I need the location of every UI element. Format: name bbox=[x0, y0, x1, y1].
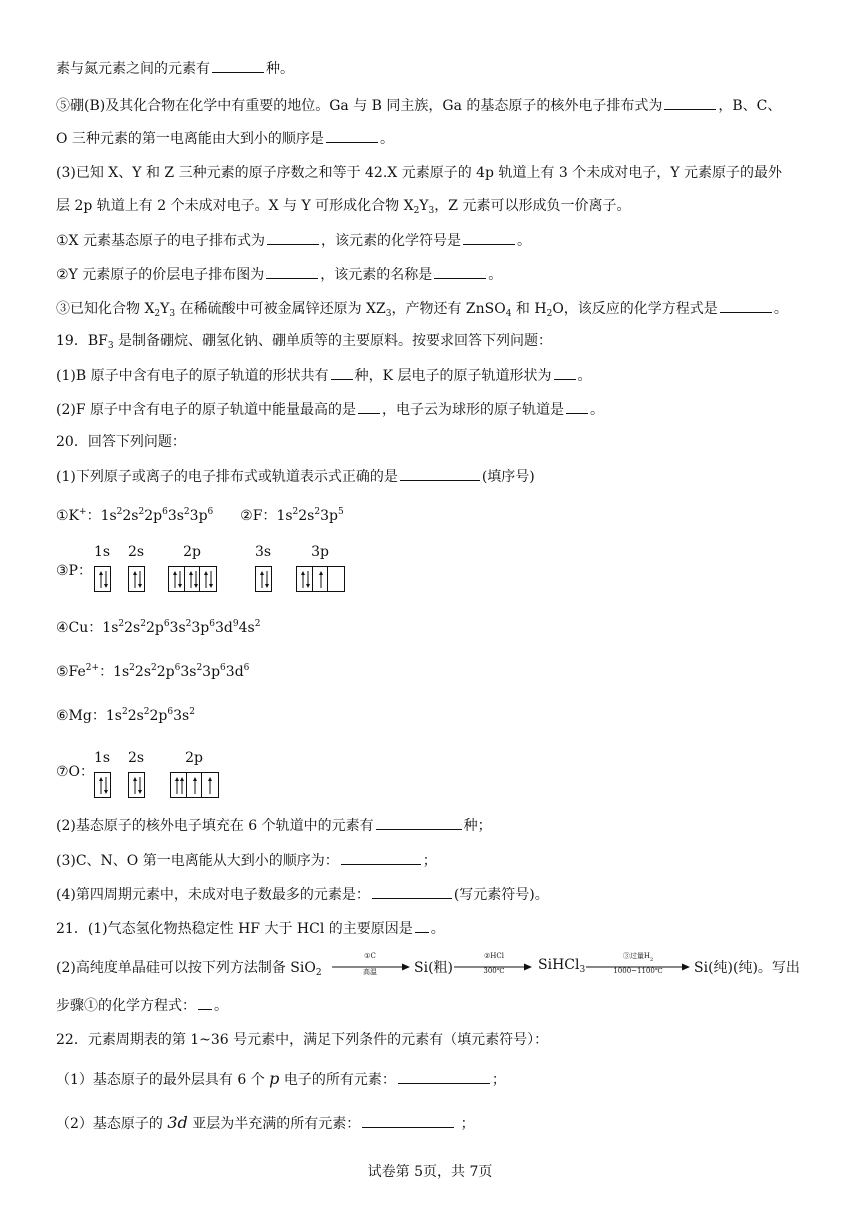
line-27-end: ； bbox=[491, 1072, 506, 1088]
answer-blank[interactable] bbox=[266, 264, 318, 279]
config-k-f bbox=[56, 506, 344, 526]
answer-blank[interactable] bbox=[400, 466, 480, 481]
line-8-mid: 在稀硫酸中可被金属锌还原为 XZ bbox=[175, 301, 386, 317]
answer-blank[interactable] bbox=[376, 815, 462, 830]
line-10-mid: 种，K 层电子的原子轨道形状为 bbox=[354, 368, 552, 384]
3d-italic: 3d bbox=[167, 1113, 188, 1132]
orbital-box bbox=[128, 772, 145, 798]
p-orbital-diagram bbox=[94, 544, 384, 596]
question-20 bbox=[56, 432, 186, 452]
orbital-box bbox=[94, 772, 111, 798]
orbital-cell bbox=[129, 773, 144, 797]
question-19 bbox=[56, 331, 552, 351]
orbital-cell bbox=[171, 773, 187, 797]
line-11-end: 。 bbox=[590, 402, 604, 418]
text-line-13 bbox=[56, 466, 535, 487]
step3-condition-top: ③过量$H_2$ bbox=[622, 952, 654, 963]
subscript: 3 bbox=[169, 309, 176, 319]
orbital-label: 3p bbox=[311, 544, 329, 560]
text-line-20 bbox=[56, 815, 492, 836]
page-footer: 试卷第 5页，共 7页 bbox=[367, 1164, 493, 1180]
q19-rest: 是制备硼烷、硼氢化钠、硼单质等的主要原料。按要求回答下列问题： bbox=[113, 333, 553, 349]
config-cu bbox=[56, 618, 260, 638]
text-line-2 bbox=[56, 95, 781, 116]
orbital-cell bbox=[313, 567, 329, 591]
line-2-end: ，B、C、 bbox=[718, 98, 782, 114]
step1-condition-bottom: 高温 bbox=[363, 968, 377, 976]
line-2-text: ⑤硼(B)及其化合物在化学中有重要的地位。Ga 与 B 同主族，Ga 的基态原子的核外电子排布式为 bbox=[56, 98, 663, 114]
question-22 bbox=[56, 1030, 548, 1050]
k-colon: ： bbox=[86, 508, 101, 524]
orbital-cell bbox=[202, 773, 218, 797]
q19-text: 19．BF bbox=[56, 333, 108, 349]
q22-text: 22．元素周期表的第 1~36 号元素中，满足下列条件的元素有（填元素符号）： bbox=[56, 1032, 549, 1048]
orbital-box bbox=[128, 566, 145, 592]
text-line-3 bbox=[56, 128, 394, 149]
subscript: 2 bbox=[154, 309, 161, 319]
answer-blank[interactable] bbox=[198, 995, 212, 1010]
orbital-label: 3s bbox=[255, 544, 272, 560]
step2-condition-bottom: 300℃ bbox=[483, 967, 505, 975]
line-1-end: 种。 bbox=[266, 61, 294, 77]
o-orbital-diagram bbox=[94, 750, 264, 802]
orbital-box bbox=[94, 566, 111, 592]
line-22-text: (4)第四周期元素中，未成对电子数最多的元素是： bbox=[56, 887, 370, 903]
line-8-text: ③已知化合物 X bbox=[56, 301, 155, 317]
answer-blank[interactable] bbox=[664, 95, 716, 110]
p-label-line bbox=[56, 561, 92, 581]
answer-blank[interactable] bbox=[720, 298, 772, 313]
line-8-y: Y bbox=[160, 301, 170, 317]
f-config: $1s^22s^23p^5$ bbox=[276, 507, 344, 524]
text-line-7 bbox=[56, 264, 502, 285]
line-8-mid3: 和 H bbox=[511, 301, 547, 317]
o-label-line bbox=[56, 762, 94, 782]
subscript: 3 bbox=[107, 341, 114, 351]
answer-blank[interactable] bbox=[212, 58, 264, 73]
si-pure: Si(纯)(纯)。写出 bbox=[694, 960, 800, 976]
line-13-text: (1)下列原子或离子的电子排布式或轨道表示式正确的是 bbox=[56, 469, 398, 485]
line-4-text: (3)已知 X、Y 和 Z 三种元素的原子序数之和等于 42.X 元素原子的 4p 轨道上有 3 个未成对电子，Y 元素原子的最外 bbox=[56, 165, 782, 181]
line-7-mid: ，该元素的名称是 bbox=[320, 267, 433, 283]
text-line-5 bbox=[56, 196, 630, 216]
config-fe bbox=[56, 662, 249, 682]
line-1-text: 素与氮元素之间的元素有 bbox=[56, 61, 210, 77]
step2-condition-top: ②HCl bbox=[484, 952, 504, 960]
q21-text: 21．(1)气态氢化物热稳定性 HF 大于 HCl 的主要原因是 bbox=[56, 921, 413, 937]
line-3-end: 。 bbox=[379, 131, 394, 147]
line-11-text: (2)F 原子中含有电子的原子轨道中能量最高的是 bbox=[56, 402, 356, 418]
reaction-start: (2)高纯度单晶硅可以按下列方法制备 SiO$_2$ bbox=[56, 960, 322, 978]
answer-blank[interactable] bbox=[341, 850, 421, 865]
q20-text: 20．回答下列问题： bbox=[56, 434, 186, 450]
subscript: 3 bbox=[385, 309, 392, 319]
line-20-text: (2)基态原子的核外电子填充在 6 个轨道中的元素有 bbox=[56, 818, 374, 834]
si-crude: Si(粗) bbox=[414, 960, 453, 976]
line-8-mid2: ，产物还有 ZnSO bbox=[391, 301, 506, 317]
text-line-28 bbox=[56, 1113, 475, 1134]
line-20-end: 种； bbox=[463, 818, 492, 834]
orbital-box bbox=[296, 566, 345, 592]
line-28-end: ； bbox=[456, 1116, 475, 1132]
line-7-text: ②Y 元素原子的价层电子排布图为 bbox=[56, 267, 265, 283]
step3-condition-bottom: 1000~1100℃ bbox=[613, 967, 663, 975]
text-line-4 bbox=[56, 163, 782, 183]
cu-label: ④Cu： bbox=[56, 620, 103, 636]
line-5-text: 层 2p 轨道上有 2 个未成对电子。X 与 Y 可形成化合物 X bbox=[56, 198, 414, 214]
line-10-text: (1)B 原子中含有电子的原子轨道的形状共有 bbox=[56, 368, 329, 384]
line-10-end: 。 bbox=[577, 368, 592, 384]
orbital-label: 2p bbox=[183, 544, 201, 560]
fe-colon: ： bbox=[99, 664, 114, 680]
line-6-mid: ，该元素的化学符号是 bbox=[320, 233, 461, 249]
line-7-end: 。 bbox=[488, 267, 503, 283]
line-28-mid: 亚层为半充满的所有元素： bbox=[187, 1116, 361, 1132]
orbital-label: 2s bbox=[128, 750, 145, 766]
line-8-mid4: O，该反应的化学方程式是 bbox=[552, 301, 718, 317]
answer-blank[interactable] bbox=[566, 399, 588, 414]
text-line-11 bbox=[56, 399, 604, 420]
text-line-10 bbox=[56, 365, 592, 386]
text-line-1 bbox=[56, 58, 294, 79]
line-8-end: 。 bbox=[773, 301, 788, 317]
fe-label: ⑤Fe bbox=[56, 664, 86, 680]
line-13-end: (填序号) bbox=[481, 469, 535, 485]
orbital-box bbox=[255, 566, 272, 592]
line-3-text: O 三种元素的第一电离能由大到小的顺序是 bbox=[56, 131, 324, 147]
orbital-label: 1s bbox=[94, 544, 111, 560]
k-config: $1s^22s^22p^63s^23p^6$ bbox=[100, 507, 214, 524]
sihcl3: SiHCl$_3$ bbox=[538, 957, 586, 975]
step1-condition-top: ①C bbox=[364, 952, 376, 960]
k-label: ①K bbox=[56, 508, 80, 524]
orbital-cell bbox=[328, 567, 344, 591]
orbital-label: 2p bbox=[185, 750, 203, 766]
orbital-box bbox=[168, 566, 217, 592]
answer-blank[interactable] bbox=[358, 399, 380, 414]
mg-config: $1s^22s^22p^63s^2$ bbox=[105, 707, 195, 724]
f-label: ②F： bbox=[240, 508, 277, 524]
line-21-text: (3)C、N、O 第一电离能从大到小的顺序为： bbox=[56, 853, 339, 869]
subscript: 2 bbox=[546, 309, 553, 319]
line-5-end: ，Z 元素可以形成负一价离子。 bbox=[434, 198, 631, 214]
orbital-box bbox=[170, 772, 219, 798]
superscript: 2+ bbox=[85, 663, 100, 673]
cu-config: $1s^22s^22p^63s^23p^63d^94s^2$ bbox=[102, 619, 261, 636]
answer-blank[interactable] bbox=[267, 230, 319, 245]
orbital-cell bbox=[95, 773, 110, 797]
answer-blank[interactable] bbox=[415, 918, 429, 933]
answer-blank[interactable] bbox=[463, 230, 515, 245]
line-11-mid: ，电子云为球形的原子轨道是 bbox=[382, 402, 564, 418]
line-22-end: (写元素符号)。 bbox=[453, 887, 549, 903]
subscript: 4 bbox=[505, 309, 512, 319]
line-27-mid: 电子的所有元素： bbox=[279, 1072, 396, 1088]
p-italic: p bbox=[269, 1069, 280, 1088]
orbital-cell bbox=[129, 567, 144, 591]
text-line-6 bbox=[56, 230, 531, 251]
line-25-text: 步骤①的化学方程式： bbox=[56, 998, 196, 1014]
text-line-25 bbox=[56, 995, 228, 1016]
orbital-label: 2s bbox=[128, 544, 145, 560]
q21-end: 。 bbox=[430, 921, 445, 937]
superscript: + bbox=[79, 507, 87, 517]
line-5-y: Y bbox=[419, 198, 429, 214]
orbital-cell bbox=[185, 567, 201, 591]
orbital-cell bbox=[256, 567, 271, 591]
answer-blank[interactable] bbox=[331, 365, 353, 380]
config-mg bbox=[56, 706, 195, 726]
text-line-21 bbox=[56, 850, 437, 871]
orbital-cell bbox=[187, 773, 203, 797]
orbital-cell bbox=[297, 567, 313, 591]
orbital-label: 1s bbox=[94, 750, 111, 766]
answer-blank[interactable] bbox=[326, 128, 378, 143]
o-label: ⑦O： bbox=[56, 764, 95, 780]
text-line-8 bbox=[56, 298, 788, 319]
answer-blank[interactable] bbox=[372, 884, 452, 899]
subscript: 3 bbox=[428, 206, 435, 216]
orbital-cell bbox=[169, 567, 185, 591]
fe-config: $1s^22s^22p^63s^23p^63d^6$ bbox=[113, 663, 250, 680]
answer-blank[interactable] bbox=[554, 365, 576, 380]
line-28-text: （2）基态原子的 bbox=[56, 1116, 168, 1132]
answer-blank[interactable] bbox=[398, 1069, 490, 1084]
orbital-cell bbox=[200, 567, 216, 591]
subscript: 2 bbox=[413, 206, 420, 216]
mg-label: ⑥Mg： bbox=[56, 708, 106, 724]
question-21 bbox=[56, 918, 445, 939]
text-line-27 bbox=[56, 1069, 506, 1090]
p-label: ③P： bbox=[56, 563, 92, 579]
line-6-end: 。 bbox=[516, 233, 531, 249]
answer-blank[interactable] bbox=[434, 264, 486, 279]
answer-blank[interactable] bbox=[362, 1113, 454, 1128]
line-27-text: （1）基态原子的最外层具有 6 个 bbox=[56, 1072, 270, 1088]
line-21-end: ； bbox=[422, 853, 437, 869]
text-line-22 bbox=[56, 884, 549, 905]
orbital-cell bbox=[95, 567, 110, 591]
line-25-end: 。 bbox=[214, 998, 228, 1014]
line-6-text: ①X 元素基态原子的电子排布式为 bbox=[56, 233, 265, 249]
